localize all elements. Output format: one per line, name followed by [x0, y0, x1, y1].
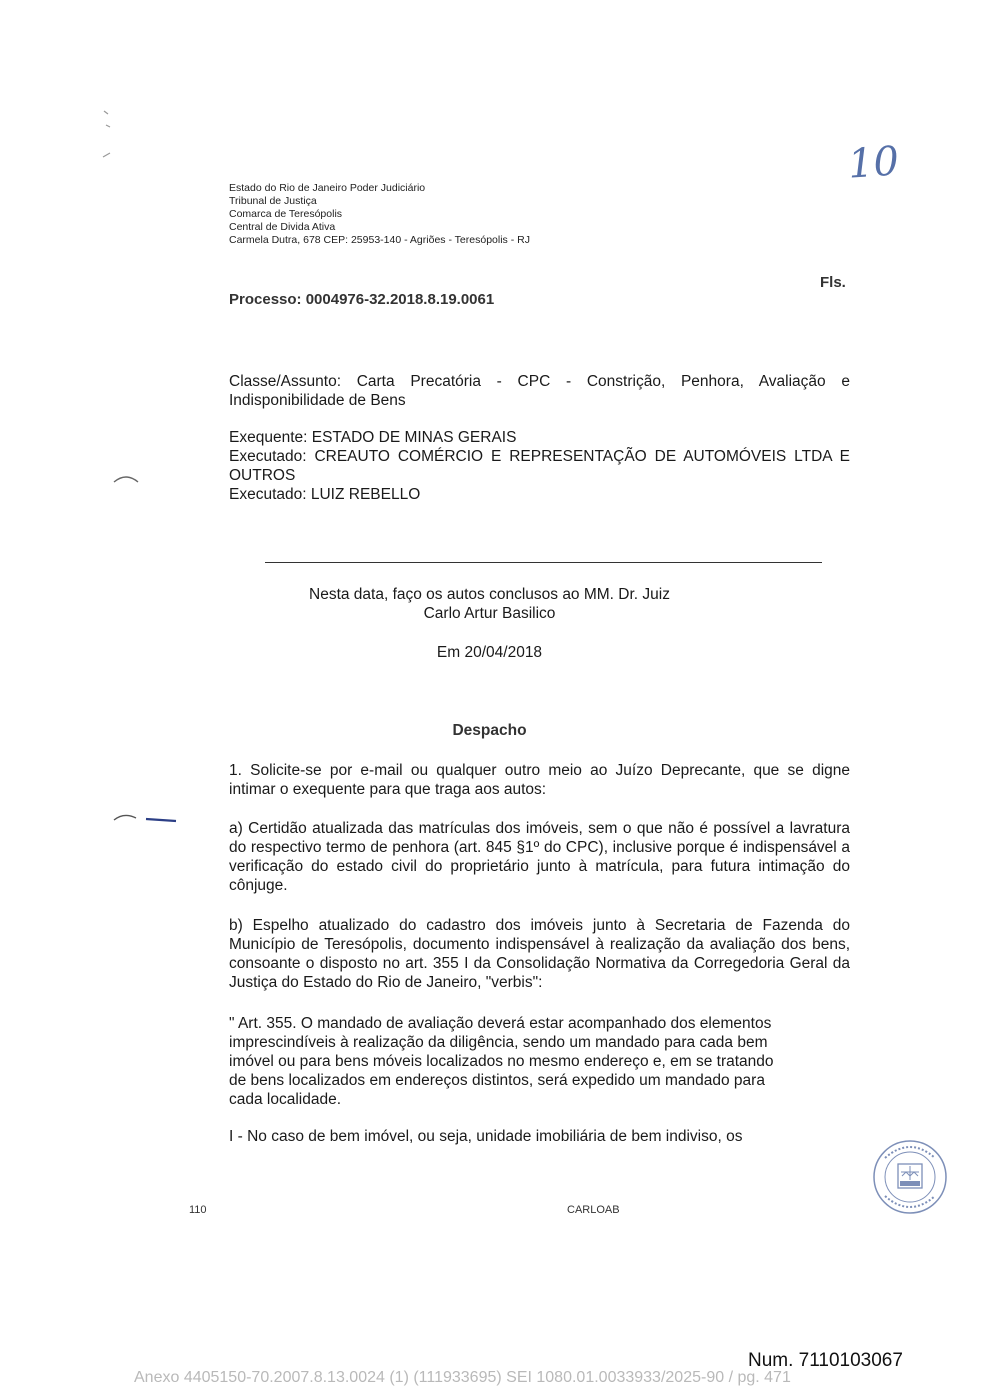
judge-name: Carlo Artur Basilico — [423, 605, 556, 622]
header-line: Tribunal de Justiça — [229, 195, 317, 207]
quoted-article — [229, 1014, 829, 1109]
pen-mark-executado — [112, 470, 142, 490]
pen-mark-item1 — [112, 808, 178, 828]
quote-line: imóvel ou para bens móveis localizados no mesmo endereço e, em se tratando — [229, 1053, 774, 1070]
conclusos-line: Nesta data, faço os autos conclusos ao MM. Dr. Juiz — [309, 586, 670, 603]
court-header — [229, 182, 530, 247]
document-num: Num. 7110103067 — [748, 1350, 903, 1371]
paragraph-1: 1. Solicite-se por e-mail ou qualquer outro meio ao Juízo Deprecante, que se digne intimar o exequente para que traga aos autos: — [229, 762, 850, 798]
header-line: Comarca de Teresópolis — [229, 208, 343, 220]
inciso-line: I - No caso de bem imóvel, ou seja, unidade imobiliária de bem indiviso, os — [229, 1128, 743, 1145]
header-line: Central de Divida Ativa — [229, 221, 336, 233]
paragraph-b: b) Espelho atualizado do cadastro dos imóveis junto à Secretaria de Fazenda do Município de Teresópolis, documento indispensável à realização da avaliação dos bens, consoante o disposto no art. 355 I da Consolidação Normativa da Corregedoria Geral da Justiça do Estado do Rio de Janeiro, "verbis": — [229, 917, 850, 991]
process-number: Processo: 0004976-32.2018.8.19.0061 — [229, 291, 495, 308]
user-id: CARLOAB — [567, 1204, 620, 1216]
header-line: Estado do Rio de Janeiro Poder Judiciário — [229, 182, 426, 194]
despacho-title: Despacho — [452, 722, 527, 739]
parties — [229, 428, 850, 504]
conclusos-note — [229, 585, 850, 623]
page-number: 110 — [189, 1204, 207, 1216]
handwritten-page-number: 10 — [846, 138, 901, 188]
anexo-watermark: Anexo 4405150-70.2007.8.13.0024 (1) (111933695) SEI 1080.01.0033933/2025-90 / pg. 471 — [134, 1369, 791, 1386]
conclusos-date: Em 20/04/2018 — [436, 644, 543, 661]
quote-line: " Art. 355. O mandado de avaliação deverá estar acompanhado dos elementos — [229, 1015, 772, 1032]
pen-mark-top — [98, 105, 118, 165]
quote-line: cada localidade. — [229, 1091, 342, 1108]
paragraph-a: a) Certidão atualizada das matrículas dos imóveis, sem o que não é possível a lavratura do respectivo termo de penhora (art. 845 §1º do CPC), inclusive porque é indispensável a verificação do estado civil do proprietário junto à matrícula, para futura intimação do cônjuge. — [229, 820, 850, 894]
fls-label: Fls. — [820, 274, 846, 291]
header-line: Carmela Dutra, 678 CEP: 25953-140 - Agriões - Teresópolis - RJ — [229, 234, 530, 246]
separator-rule — [265, 562, 822, 563]
party-exequente: Exequente: ESTADO DE MINAS GERAIS — [229, 429, 517, 446]
quote-line: imprescindíveis à realização da diligência, sendo um mandado para cada bem — [229, 1034, 768, 1051]
court-seal-stamp — [871, 1138, 949, 1216]
quote-line: de bens localizados em endereços distintos, será expedido um mandado para — [229, 1072, 765, 1089]
party-executado-2: Executado: LUIZ REBELLO — [229, 486, 421, 503]
classe-assunto: Classe/Assunto: Carta Precatória - CPC - Constrição, Penhora, Avaliação e Indisponibilidade de Bens — [229, 373, 850, 409]
party-executado-1: Executado: CREAUTO COMÉRCIO E REPRESENTAÇÃO DE AUTOMÓVEIS LTDA E OUTROS — [229, 448, 850, 484]
